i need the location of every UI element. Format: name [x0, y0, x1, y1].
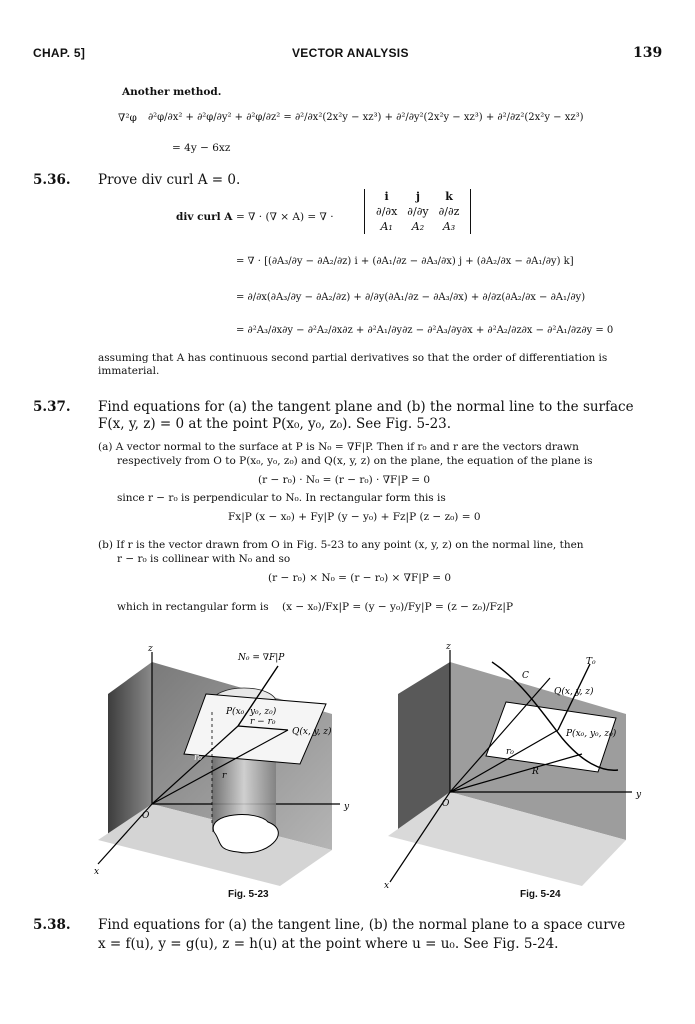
page-number: 139 [633, 45, 663, 61]
part-b-line3: which in rectangular form is [117, 601, 269, 613]
label-q: Q(x, y, z) [554, 687, 594, 697]
label-z: z [148, 644, 153, 654]
label-r-minus-r0: r − r₀ [250, 717, 276, 727]
label-z: z [446, 642, 451, 652]
label-q: Q(x, y, z) [292, 727, 332, 737]
normal-line-rect-eq: (x − x₀)/Fx|P = (y − y₀)/Fy|P = (z − z₀)/Fz|P [282, 601, 514, 613]
det-cell: A₂ [411, 220, 425, 233]
running-title: VECTOR ANALYSIS [292, 46, 409, 60]
tangent-plane-rect-eq: Fx|P (x − x₀) + Fy|P (y − y₀) + Fz|P (z − z₀) = 0 [228, 511, 481, 523]
label-big-r: R [532, 767, 539, 777]
label-r0: r₀ [506, 747, 514, 757]
label-r0: r₀ [194, 753, 202, 763]
det-cell: A₁ [380, 220, 393, 233]
det-cell: ∂/∂z [438, 205, 460, 218]
part-a-line2: respectively from O to P(x₀, y₀, z₀) and Q(x, y, z) on the plane, the equation of the plane is [117, 455, 593, 467]
det-cell: i [384, 190, 389, 203]
problem-statement-5-38-line2: x = f(u), y = g(u), z = h(u) at the point where u = u₀. See Fig. 5-24. [98, 936, 559, 952]
det-cell: k [445, 190, 453, 203]
label-origin: O [442, 799, 450, 809]
problem-number-5-38: 5.38. [33, 917, 71, 933]
normal-line-vector-eq: (r − r₀) × N₀ = (r − r₀) × ∇F|P = 0 [268, 572, 452, 584]
problem-statement-5-38-line1: Find equations for (a) the tangent line, (b) the normal plane to a space curve [98, 917, 626, 933]
label-c: C [522, 671, 529, 681]
part-a-line3: since r − r₀ is perpendicular to N₀. In rectangular form this is [117, 492, 446, 504]
part-b-line1: (b) If r is the vector drawn from O in Fig. 5-23 to any point (x, y, z) on the normal line, then [98, 539, 584, 551]
label-t0: T₀ [586, 657, 596, 667]
caption-fig-5-24: Fig. 5-24 [520, 889, 561, 900]
divcurl-row1: = ∇ · (∇ × A) = ∇ · [236, 211, 334, 223]
tangent-plane-vector-eq: (r − r₀) · N₀ = (r − r₀) · ∇F|P = 0 [258, 474, 431, 486]
label-p: P(x₀, y₀, z₀) [566, 729, 617, 739]
label-y: y [344, 802, 350, 812]
divcurl-label: div curl A [176, 211, 233, 223]
det-cell: ∂/∂y [407, 205, 429, 218]
label-r: r [222, 771, 227, 781]
label-p: P(x₀, y₀, z₀) [226, 707, 277, 717]
part-b-line2: r − r₀ is collinear with N₀ and so [117, 553, 291, 565]
chapter-label: CHAP. 5] [33, 46, 86, 60]
curl-determinant [364, 189, 471, 234]
det-cell: ∂/∂x [376, 205, 398, 218]
laplacian-lhs: ∇²φ [118, 112, 137, 124]
another-method-label: Another method. [122, 86, 222, 98]
det-cell: j [415, 190, 420, 203]
label-origin: O [142, 811, 150, 821]
laplacian-line1: ∂²φ/∂x² + ∂²φ/∂y² + ∂²φ/∂z² = ∂²/∂x²(2x²y − xz³) + ∂²/∂y²(2x²y − xz³) + ∂²/∂z²(2x²y − xz³) [148, 112, 584, 123]
note-line1: assuming that A has continuous second partial derivatives so that the order of differentiation is [98, 352, 608, 364]
problem-statement-5-37-line1: Find equations for (a) the tangent plane and (b) the normal line to the surface [98, 399, 634, 415]
figure-5-23 [88, 642, 388, 890]
note-line2: immaterial. [98, 365, 160, 377]
divcurl-row4: = ∂²A₃/∂x∂y − ∂²A₂/∂x∂z + ∂²A₁/∂y∂z − ∂²A₃/∂y∂x + ∂²A₂/∂z∂x − ∂²A₁/∂z∂y = 0 [236, 325, 614, 336]
divcurl-row3: = ∂/∂x(∂A₃/∂y − ∂A₂/∂z) + ∂/∂y(∂A₁/∂z − ∂A₃/∂x) + ∂/∂z(∂A₂/∂x − ∂A₁/∂y) [236, 292, 586, 303]
det-cell: A₃ [442, 220, 456, 233]
label-x: x [94, 867, 100, 877]
label-n0: N₀ = ∇F|P [238, 653, 285, 663]
part-a-line1: (a) A vector normal to the surface at P is N₀ = ∇F|P. Then if r₀ and r are the vectors drawn [98, 441, 579, 453]
label-x: x [384, 881, 390, 890]
laplacian-line2: = 4y − 6xz [172, 142, 231, 154]
divcurl-row2: = ∇ · [(∂A₃/∂y − ∂A₂/∂z) i + (∂A₁/∂z − ∂A₃/∂x) j + (∂A₂/∂x − ∂A₁/∂y) k] [236, 256, 574, 267]
problem-statement-5-37-line2: F(x, y, z) = 0 at the point P(x₀, y₀, z₀). See Fig. 5-23. [98, 416, 452, 432]
caption-fig-5-23: Fig. 5-23 [228, 889, 269, 900]
figure-5-24 [382, 642, 672, 890]
problem-number-5-37: 5.37. [33, 399, 71, 415]
problem-statement-5-36: Prove div curl A = 0. [98, 172, 241, 188]
label-y: y [636, 790, 642, 800]
problem-number-5-36: 5.36. [33, 172, 71, 188]
